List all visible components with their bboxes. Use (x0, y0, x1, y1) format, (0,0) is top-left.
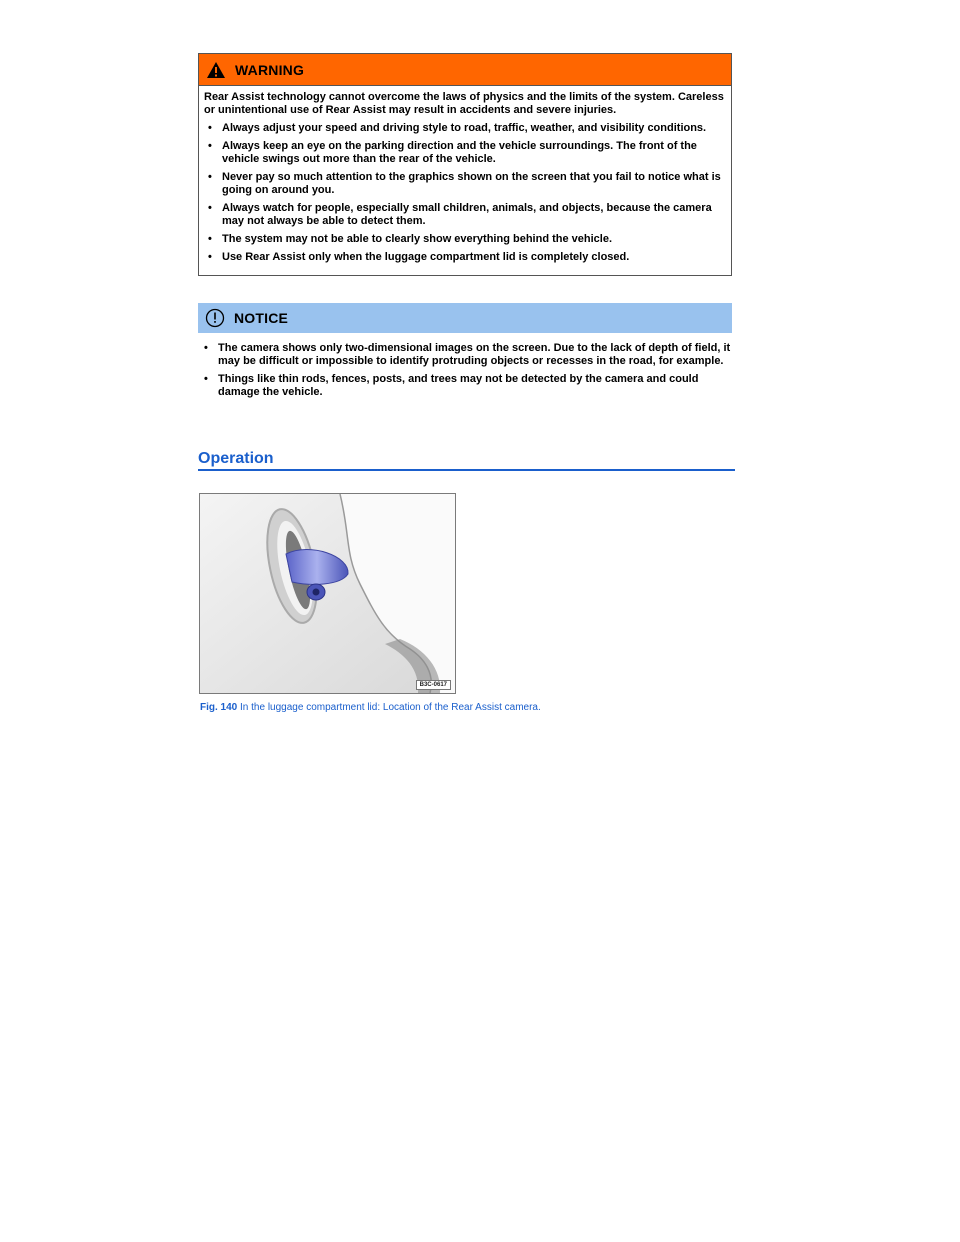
exclamation-circle-icon (205, 308, 225, 328)
warning-intro: Rear Assist technology cannot overcome the laws of physics and the limits of the system. Careless or unintentional use of Rear Assist may result in accidents and severe injuries. (204, 91, 724, 116)
notice-header (198, 303, 732, 333)
warning-box (198, 53, 732, 276)
warning-header (199, 54, 731, 86)
figure-caption (200, 702, 541, 713)
notice-title: NOTICE (234, 310, 289, 326)
warning-bullet: • Use Rear Assist only when the luggage compartment lid is completely closed. (208, 251, 630, 263)
warning-bullet: • The system may not be able to clearly show everything behind the vehicle. (208, 233, 613, 245)
figure-caption-text: In the luggage compartment lid: Location of the Rear Assist camera. (240, 702, 541, 713)
section-title-operation: Operation (198, 450, 735, 471)
warning-title: WARNING (235, 61, 305, 78)
rear-assist-camera-illustration (200, 494, 455, 693)
warning-bullet: • Always watch for people, especially small children, animals, and objects, because the camera may not always be able to detect them. (208, 202, 712, 227)
figure-caption-label: Fig. 140 (200, 702, 238, 713)
camera-figure (199, 493, 456, 694)
warning-bullet: • Always adjust your speed and driving style to road, traffic, weather, and visibility conditions. (208, 122, 707, 134)
figure-code-label: B3C-0617 (416, 680, 451, 690)
notice-bullet: • The camera shows only two-dimensional images on the screen. Due to the lack of depth of field, it may be difficult or impossible to identify protruding objects or recesses in the road, for example. (204, 342, 731, 367)
warning-bullet: • Never pay so much attention to the graphics shown on the screen that you fail to notice what is going on around you. (208, 171, 721, 196)
warning-bullet: • Always keep an eye on the parking direction and the vehicle surroundings. The front of the vehicle swings out more than the rear of the vehicle. (208, 140, 697, 165)
warning-triangle-icon (206, 61, 226, 79)
notice-body (200, 342, 734, 404)
warning-body (199, 86, 731, 264)
notice-bullet: • Things like thin rods, fences, posts, and trees may not be detected by the camera and could damage the vehicle. (204, 373, 699, 398)
